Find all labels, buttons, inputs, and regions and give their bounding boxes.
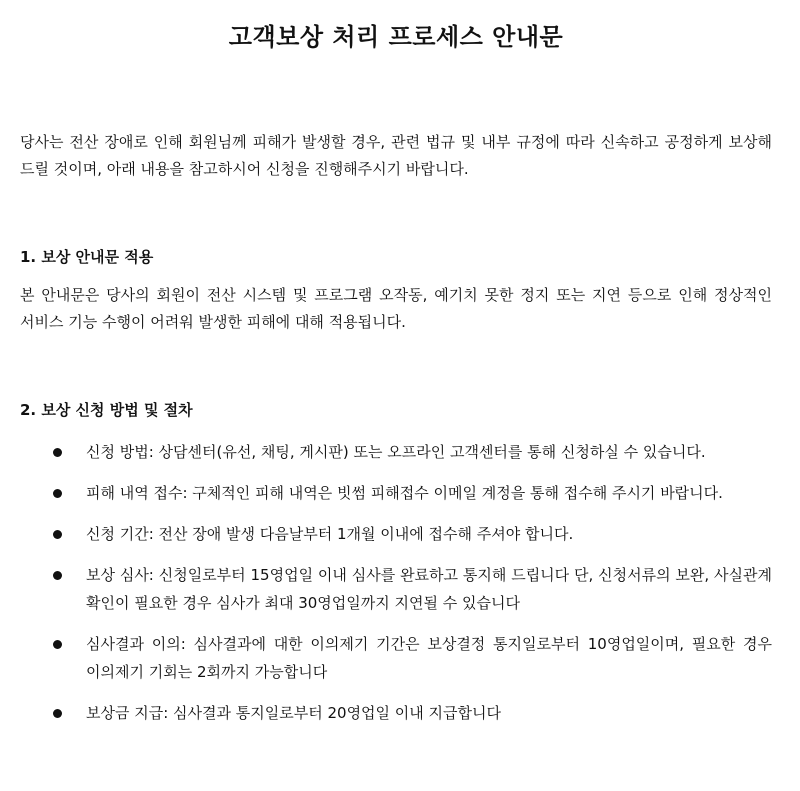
bullet-icon xyxy=(53,448,62,457)
bullet-icon xyxy=(53,709,62,718)
bullet-icon xyxy=(53,571,62,580)
list-item-application-period xyxy=(20,520,772,548)
list-item-text: 신청 기간: 전산 장애 발생 다음날부터 1개월 이내에 접수해 주셔야 합니다. xyxy=(86,525,574,543)
list-item-review-objection xyxy=(20,630,772,686)
list-item-damage-report xyxy=(20,479,772,507)
bullet-icon xyxy=(53,489,62,498)
list-item-payment xyxy=(20,699,772,727)
list-item-compensation-review xyxy=(20,561,772,617)
list-item-text: 보상 심사: 신청일로부터 15영업일 이내 심사를 완료하고 통지해 드립니다 단, 신청서류의 보완, 사실관계 확인이 필요한 경우 심사가 최대 30영업일까지 지연될 수 있습니다 xyxy=(86,566,772,612)
bullet-icon xyxy=(53,640,62,649)
list-item-application-method xyxy=(20,438,772,466)
list-item-text: 심사결과 이의: 심사결과에 대한 이의제기 기간은 보상결정 통지일로부터 10영업일이며, 필요한 경우 이의제기 기회는 2회까지 가능합니다 xyxy=(86,635,772,681)
procedure-list xyxy=(20,438,772,727)
bullet-icon xyxy=(53,530,62,539)
list-item-text: 피해 내역 접수: 구체적인 피해 내역은 빗썸 피해접수 이메일 계정을 통해 접수해 주시기 바랍니다. xyxy=(86,484,723,502)
section-1-body: 본 안내문은 당사의 회원이 전산 시스템 및 프로그램 오작동, 예기치 못한 정지 또는 지연 등으로 인해 정상적인 서비스 기능 수행이 어려워 발생한 피해에 대해 적용됩니다. xyxy=(20,286,772,331)
section-2-heading: 2. 보상 신청 방법 및 절차 xyxy=(20,401,193,419)
intro-paragraph: 당사는 전산 장애로 인해 회원님께 피해가 발생할 경우, 관련 법규 및 내부 규정에 따라 신속하고 공정하게 보상해 드릴 것이며, 아래 내용을 참고하시어 신청을 진행해주시기 바랍니다. xyxy=(20,133,772,178)
document-title: 고객보상 처리 프로세스 안내문 xyxy=(228,23,564,51)
list-item-text: 보상금 지급: 심사결과 통지일로부터 20영업일 이내 지급합니다 xyxy=(86,704,502,722)
list-item-text: 신청 방법: 상담센터(유선, 채팅, 게시판) 또는 오프라인 고객센터를 통해 신청하실 수 있습니다. xyxy=(86,443,706,461)
section-1-heading: 1. 보상 안내문 적용 xyxy=(20,248,154,266)
